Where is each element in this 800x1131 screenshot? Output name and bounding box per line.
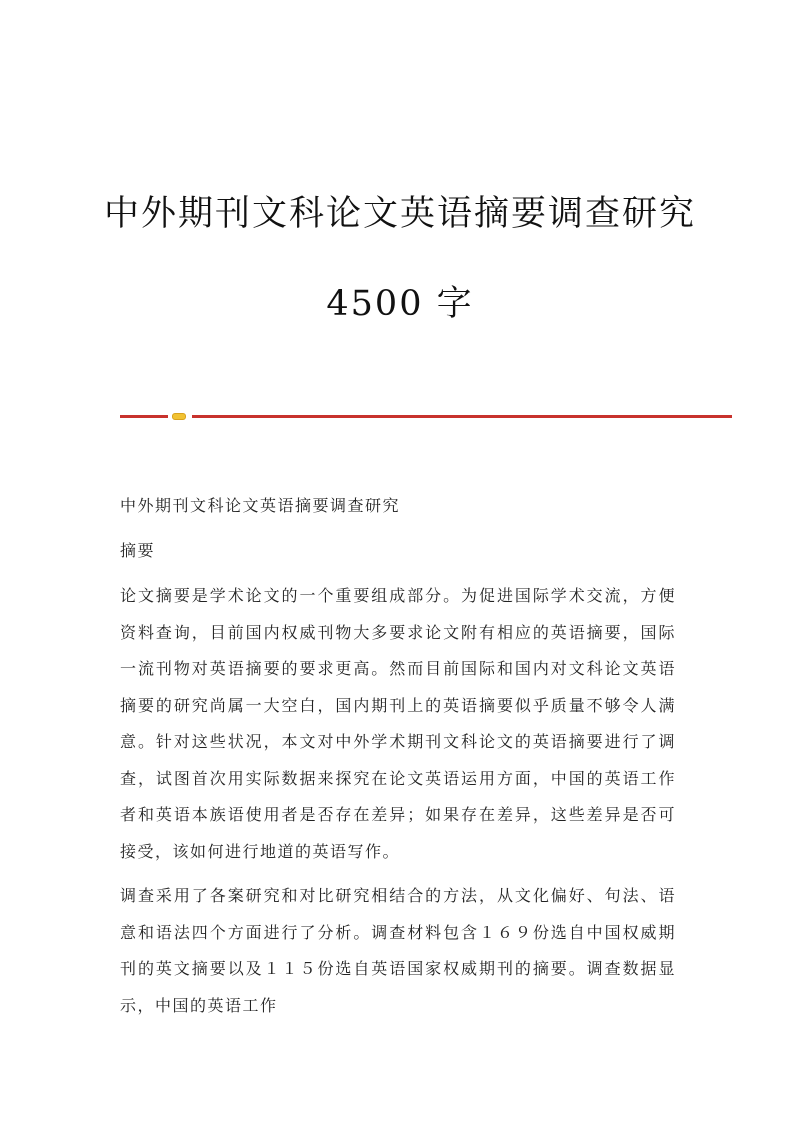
- document-title-wordcount: 4500 字: [326, 284, 474, 324]
- document-body: [120, 488, 676, 1032]
- abstract-paragraph-1: 论文摘要是学术论文的一个重要组成部分。为促进国际学术交流，方便资料查询，目前国内权威刊物大多要求论文附有相应的英语摘要，国际一流刊物对英语摘要的要求更高。然而目前国际和国内对文科论文英语摘要的研究尚属一大空白，国内期刊上的英语摘要似乎质量不够令人满意。针对这些状况，本文对中外学术期刊文科论文的英语摘要进行了调查，试图首次用实际数据来探究在论文英语运用方面，中国的英语工作者和英语本族语使用者是否存在差异；如果存在差异，这些差异是否可接受，该如何进行地道的英语写作。: [120, 586, 676, 861]
- divider-ornament: [172, 413, 186, 420]
- divider-bar-left: [120, 415, 168, 418]
- body-heading: 中外期刊文科论文英语摘要调查研究: [120, 496, 401, 515]
- title-divider: [120, 413, 732, 421]
- document-title: 中外期刊文科论文英语摘要调查研究: [103, 194, 696, 234]
- abstract-label: 摘要: [120, 540, 156, 560]
- abstract-paragraph-2: 调查采用了各案研究和对比研究相结合的方法，从文化偏好、句法、语意和语法四个方面进行了分析。调查材料包含１６９份选自中国权威期刊的英文摘要以及１１５份选自英语国家权威期刊的摘要。调查数据显示，中国的英语工作: [120, 886, 676, 1015]
- divider-bar-right: [192, 415, 732, 418]
